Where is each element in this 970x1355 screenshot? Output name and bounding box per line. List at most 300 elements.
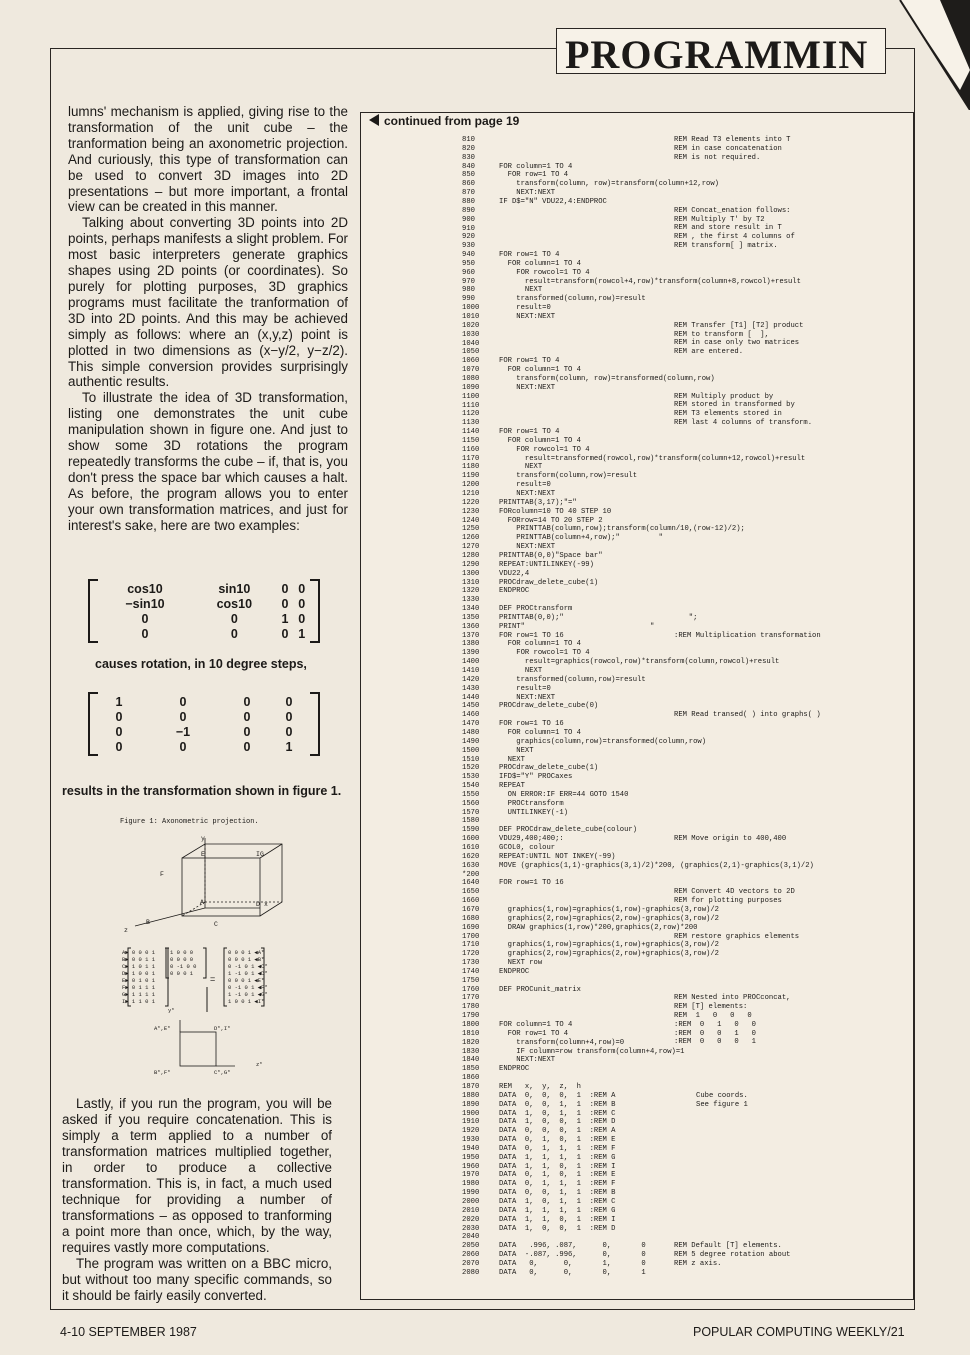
code-text: PRINT" " <box>499 622 655 631</box>
line-number: 1820 <box>462 1038 480 1047</box>
svg-text:B▶ 0 0 1 1: B▶ 0 0 1 1 <box>122 956 156 963</box>
line-number: 960 <box>462 268 475 277</box>
line-number: 990 <box>462 295 475 304</box>
code-text: PROCdraw_delete_cube(1) <box>499 764 599 773</box>
article-paragraph: Talking about converting 3D points into 2D points, perhaps manifests a slight problem. For most basic interpreters generate graphics shapes using 2D points (or coordinates). So purely for plotting purposes, 3D graphics programs must facilitate the tranformation of 3D into 2D points. And this may be achieved simply as follows: where an (x,y,z) point is plotted in two dimensions as (x−y/2, y−z/2). This simple conversion provides surprisingly authentic results. <box>68 215 348 390</box>
line-number: 1410 <box>462 667 480 675</box>
line-number: 1560 <box>462 799 480 808</box>
article-text-bottom <box>62 1096 332 1304</box>
code-text: FOR column=1 TO 4 <box>499 162 573 171</box>
code-remark: REM Move origin to 400,400 <box>674 835 787 844</box>
line-number: 820 <box>462 144 475 153</box>
line-number: 1440 <box>462 693 480 702</box>
code-line <box>462 180 719 189</box>
matrix-cell: 0 <box>179 709 187 724</box>
code-text: result=0 <box>499 304 551 313</box>
code-line <box>462 375 715 384</box>
x-axis-label: x <box>264 901 268 908</box>
svg-text:1 0 0 0: 1 0 0 0 <box>170 949 194 956</box>
code-line <box>462 1056 555 1065</box>
code-text: FOR column=1 TO 4 <box>499 640 581 649</box>
code-text: DATA 0, 0, 0, 1 <box>499 1268 646 1277</box>
line-number: 1360 <box>462 622 480 631</box>
matrix-cell: 1 <box>115 694 123 709</box>
rotation-caption: causes rotation, in 10 degree steps, <box>95 657 307 671</box>
code-text: result=graphics(rowcol,row)*transform(column,rowcol)+result <box>499 658 780 667</box>
matrix-cell: 0 <box>285 724 293 739</box>
footer-publication: POPULAR COMPUTING WEEKLY/21 <box>693 1325 905 1339</box>
code-line <box>462 1154 615 1163</box>
code-text: FORrow=14 TO 20 STEP 2 <box>499 516 603 525</box>
matrix-cell: 0 <box>115 739 123 754</box>
line-number: 1830 <box>462 1047 480 1056</box>
line-number: 1660 <box>462 897 480 906</box>
line-number: 1720 <box>462 950 480 959</box>
continued-label: continued from page 19 <box>369 114 519 128</box>
code-text: ENDPROC <box>499 1065 530 1074</box>
line-number: 1790 <box>462 1012 480 1021</box>
line-number: 1810 <box>462 1029 480 1038</box>
line-number: 1190 <box>462 472 480 481</box>
line-number: 1140 <box>462 428 480 437</box>
code-text: VDU22,4 <box>499 569 530 578</box>
line-number: 1490 <box>462 737 480 746</box>
code-text: FOR column=1 TO 4 <box>499 1021 573 1029</box>
line-number: 1890 <box>462 1100 480 1109</box>
projection-label: z* <box>256 1061 263 1068</box>
code-text: PRINTTAB(0,0);" "; <box>499 613 698 622</box>
code-remark: REM Default [T] elements. REM 5 degree rotation about REM z axis. <box>674 1242 791 1268</box>
code-text: DEF PROCtransform <box>499 605 573 614</box>
code-line <box>462 295 646 304</box>
code-line <box>462 924 697 933</box>
line-number: 1100 <box>462 392 480 401</box>
code-line <box>462 1251 646 1260</box>
code-line <box>462 437 581 446</box>
line-number: 1340 <box>462 605 480 614</box>
matrix-cell: 0 <box>281 581 289 596</box>
line-number: 1280 <box>462 551 480 560</box>
code-line <box>462 941 719 950</box>
code-text: REPEAT:UNTILINKEY(-99) <box>499 560 594 569</box>
code-text: PROCdraw_delete_cube(1) <box>499 578 599 587</box>
line-number: 1420 <box>462 675 480 684</box>
svg-text:G▶ 1 1 1 1: G▶ 1 1 1 1 <box>122 991 156 998</box>
line-number: *200 <box>462 870 480 879</box>
figure-reference-caption: results in the transformation shown in figure 1. <box>62 784 342 798</box>
line-number: 1580 <box>462 817 480 826</box>
matrix-cell: 0 <box>243 709 251 724</box>
line-number: 970 <box>462 277 475 286</box>
code-text: DATA -.087, .996, 0, 0 <box>499 1251 646 1260</box>
code-line <box>462 862 814 871</box>
line-number: 1400 <box>462 658 480 667</box>
code-line <box>462 384 555 393</box>
code-remark: REM Concat_enation follows: REM Multiply T' by T2 REM and store result in T REM , the first 4 columns of REM transform[ ] matrix. <box>674 206 795 250</box>
code-line <box>462 198 607 207</box>
code-text: DATA 0, 0, 1, 0 <box>499 1259 646 1268</box>
code-remark: REM Multiply product by REM stored in transformed by REM T3 elements stored in REM last 4 columns of transform. <box>674 392 813 428</box>
code-text: NEXT <box>499 286 543 295</box>
code-text: DATA 0, 0, 1, 1 :REM B <box>499 1189 616 1198</box>
code-line <box>462 853 615 862</box>
code-line <box>462 1189 615 1198</box>
line-number: 1110 <box>462 401 480 410</box>
code-line <box>462 809 568 818</box>
code-line <box>462 658 779 667</box>
vertex-label: A <box>200 899 204 906</box>
code-text: FOR row=1 TO 4 <box>499 251 560 260</box>
article-text-column <box>68 104 348 533</box>
svg-text:I▶ 1 1 0 1: I▶ 1 1 0 1 <box>122 998 156 1005</box>
code-remark: REM restore graphics elements <box>674 932 800 941</box>
code-text: FOR row=1 TO 16 <box>499 720 564 729</box>
line-number: 1680 <box>462 914 480 923</box>
matrix-cell: 0 <box>298 581 306 596</box>
code-line <box>462 1030 568 1039</box>
code-line <box>462 1012 499 1021</box>
code-text: MOVE (graphics(1,1)-graphics(3,1)/2)*200, (graphics(2,1)-graphics(3,1)/2) <box>499 861 814 870</box>
line-number: 2020 <box>462 1215 480 1224</box>
line-number: 2010 <box>462 1206 480 1215</box>
line-number: 1540 <box>462 782 480 791</box>
line-number: 1250 <box>462 525 480 534</box>
line-number: 1920 <box>462 1127 480 1136</box>
code-line <box>462 1039 624 1048</box>
code-text: REM x, y, z, h <box>499 1082 581 1091</box>
code-line <box>462 587 529 596</box>
svg-text:1 -1 0 1 ◀D*: 1 -1 0 1 ◀D* <box>228 970 268 977</box>
matrix-cell: 0 <box>115 724 123 739</box>
line-number: 1460 <box>462 711 480 720</box>
code-line <box>462 879 564 888</box>
line-number: 1850 <box>462 1065 480 1074</box>
code-text: UNTILINKEY(-1) <box>499 808 569 817</box>
line-number: 2060 <box>462 1251 480 1260</box>
code-line <box>462 1242 646 1251</box>
code-line <box>462 667 542 676</box>
line-number: 1870 <box>462 1082 480 1091</box>
code-text: IF D$="N" VDU22,4:ENDPROC <box>499 197 607 206</box>
code-text: FORcolumn=10 TO 40 STEP 10 <box>499 507 612 516</box>
vertex-label: G <box>260 851 264 858</box>
svg-text:C▶ 1 0 1 1: C▶ 1 0 1 1 <box>122 963 156 970</box>
svg-text:E▶ 0 1 0 1: E▶ 0 1 0 1 <box>122 977 156 984</box>
code-text: FOR row=1 TO 4 <box>499 357 560 366</box>
code-line <box>462 676 646 685</box>
line-number: 1670 <box>462 905 480 914</box>
code-line <box>462 1118 615 1127</box>
code-text: PRINTTAB(0,0)"Space bar" <box>499 551 603 560</box>
code-line <box>462 968 529 977</box>
code-line <box>462 233 499 242</box>
code-line <box>462 455 805 464</box>
code-text: transformed(column,row)=result <box>499 295 646 304</box>
code-line <box>462 933 499 942</box>
line-number: 1650 <box>462 888 480 897</box>
line-number: 840 <box>462 162 475 171</box>
line-number: 2040 <box>462 1233 480 1242</box>
line-number: 1630 <box>462 861 480 870</box>
line-number: 1020 <box>462 321 480 330</box>
line-number: 1570 <box>462 808 480 817</box>
line-number: 2070 <box>462 1259 480 1268</box>
matrix-cell: 0 <box>281 596 289 611</box>
code-text: VDU29,400;400;: <box>499 835 564 844</box>
code-line <box>462 207 499 216</box>
matrix-cell: 0 <box>141 611 149 626</box>
vertex-label: D <box>256 901 260 908</box>
line-number: 1510 <box>462 755 480 764</box>
z-axis-label: z <box>124 927 128 934</box>
axonometric-figure <box>110 812 330 1082</box>
code-line <box>462 154 499 163</box>
y-axis-label: y <box>201 835 205 842</box>
code-remark: REM Read transed( ) into graphs( ) <box>674 711 821 720</box>
line-number: 1380 <box>462 640 480 649</box>
code-text: ENDPROC <box>499 587 530 596</box>
line-number: 1070 <box>462 366 480 375</box>
line-number: 1120 <box>462 410 480 419</box>
code-line <box>462 490 555 499</box>
code-remark: REM Transfer [T1] [T2] product REM to transform [ ], REM in case only two matrices REM are entered. <box>674 321 804 357</box>
matrix-cell: cos10 <box>127 581 163 596</box>
code-text: NEXT:NEXT <box>499 1056 556 1065</box>
line-number: 1450 <box>462 702 480 711</box>
code-line <box>462 959 542 968</box>
code-line <box>462 552 603 561</box>
code-text: DATA 0, 0, 1, 1 :REM B <box>499 1100 616 1109</box>
code-text: NEXT:NEXT <box>499 383 556 392</box>
matrix-cell: 0 <box>243 724 251 739</box>
code-line <box>462 419 499 428</box>
code-line <box>462 1180 615 1189</box>
line-number: 830 <box>462 153 475 162</box>
code-text: PRINTTAB(3,17);"=" <box>499 498 577 507</box>
line-number: 1330 <box>462 596 480 605</box>
code-line <box>462 508 611 517</box>
matrix-cell: 1 <box>285 739 293 754</box>
line-number: 1480 <box>462 728 480 737</box>
figure-title: Figure 1: Axonometric projection. <box>120 818 259 826</box>
code-line <box>462 543 555 552</box>
code-line <box>462 817 499 826</box>
code-line <box>462 481 551 490</box>
line-number: 810 <box>462 136 475 144</box>
line-number: 1730 <box>462 959 480 968</box>
code-line <box>462 313 555 322</box>
code-text: DATA 0, 1, 0, 1 :REM E <box>499 1171 616 1180</box>
line-number: 1030 <box>462 330 480 339</box>
line-number: 1270 <box>462 543 480 552</box>
code-line <box>462 994 499 1003</box>
code-line <box>462 1269 646 1278</box>
code-remark: REM Nested into PROCconcat, REM [T] elements: REM 1 0 0 0 :REM 0 1 0 0 :REM 0 0 1 0 :REM 0 0 0 1 <box>674 994 791 1047</box>
code-line <box>462 888 499 897</box>
code-line <box>462 525 745 534</box>
code-line <box>462 632 564 641</box>
matrix-cell: cos10 <box>216 596 253 611</box>
line-number: 980 <box>462 286 475 295</box>
matrix-cell: 0 <box>298 596 306 611</box>
code-line <box>462 322 499 331</box>
line-number: 1170 <box>462 454 480 463</box>
matrix-cell: 0 <box>285 709 293 724</box>
line-number: 1090 <box>462 383 480 392</box>
line-number: 1760 <box>462 985 480 994</box>
code-line <box>462 225 499 234</box>
code-text: DATA 1, 1, 0, 1 :REM I <box>499 1215 616 1224</box>
code-text: PRINTTAB(column,row);transform(column/10,(row-12)/2); <box>499 525 745 534</box>
code-text: FOR column=1 TO 4 <box>499 259 581 268</box>
code-text: PROCdraw_delete_cube(0) <box>499 702 599 711</box>
code-line <box>462 623 654 632</box>
line-number: 1500 <box>462 746 480 755</box>
svg-text:0 0 0 0: 0 0 0 0 <box>170 956 194 963</box>
code-remark: :REM Multiplication transformation <box>674 631 821 640</box>
vertex-label: B <box>146 919 150 926</box>
code-line <box>462 1136 615 1145</box>
vertex-label: E <box>201 851 205 858</box>
code-text: FOR row=1 TO 4 <box>499 428 560 437</box>
code-line <box>462 764 598 773</box>
line-number: 1700 <box>462 932 480 941</box>
code-text: DATA .996, .087, 0, 0 <box>499 1242 646 1251</box>
code-line <box>462 800 564 809</box>
code-line <box>462 977 499 986</box>
line-number: 1010 <box>462 313 480 321</box>
line-number: 1180 <box>462 463 480 472</box>
projection-matrix <box>88 692 320 756</box>
code-line <box>462 136 499 145</box>
line-number: 1290 <box>462 560 480 569</box>
code-text: NEXT <box>499 746 534 755</box>
line-number: 1590 <box>462 826 480 835</box>
line-number: 860 <box>462 180 475 189</box>
line-number: 1220 <box>462 498 480 507</box>
code-text: transformed(column,row)=result <box>499 675 646 684</box>
footer-date: 4-10 SEPTEMBER 1987 <box>60 1325 197 1339</box>
code-line <box>462 1110 615 1119</box>
code-line <box>462 773 572 782</box>
svg-text:1 -1 0 1 ◀G*: 1 -1 0 1 ◀G* <box>228 991 268 998</box>
code-text: DRAW graphics(1,row)*200,graphics(2,row)*200 <box>499 923 698 932</box>
code-text: result=0 <box>499 684 551 693</box>
code-text: DEF PROCdraw_delete_cube(colour) <box>499 826 638 835</box>
code-text: FOR rowcol=1 TO 4 <box>499 445 590 454</box>
code-line <box>462 1048 684 1057</box>
line-number: 1150 <box>462 436 480 445</box>
line-number: 2050 <box>462 1242 480 1251</box>
line-number: 1550 <box>462 790 480 799</box>
article-paragraph: lumns' mechanism is applied, giving rise to the transformation of the unit cube – the tranformation being an axonometric projection. And curiously, this type of transformation can be used to convert 3D images into 2D presentations – but more important, a frontal view can be created in this manner. <box>68 104 348 215</box>
code-line <box>462 366 581 375</box>
matrix-cell: 0 <box>298 611 306 626</box>
code-line <box>462 1198 615 1207</box>
code-text: graphics(column,row)=transformed(column,row) <box>499 737 707 746</box>
line-number: 1060 <box>462 357 480 366</box>
code-text: result=transform(rowcol+4,row)*transform(column+8,rowcol)+result <box>499 277 801 286</box>
code-line <box>462 685 551 694</box>
code-text: FOR column=1 TO 4 <box>499 366 581 375</box>
code-text: FOR rowcol=1 TO 4 <box>499 268 590 277</box>
line-number: 1310 <box>462 578 480 587</box>
code-text: graphics(2,row)=graphics(2,row)+graphics(3,row)/2 <box>499 950 719 959</box>
matrix-cell: 1 <box>298 626 306 641</box>
code-line <box>462 242 499 251</box>
vertex-label: C <box>214 921 218 928</box>
code-line <box>462 1216 615 1225</box>
code-text: FOR column=1 TO 4 <box>499 436 581 445</box>
code-text: REPEAT <box>499 782 525 791</box>
line-number: 1910 <box>462 1118 480 1127</box>
code-text: transform(column+4,row)=0 <box>499 1038 625 1047</box>
line-number: 1860 <box>462 1074 480 1083</box>
projection-label: C*,G* <box>214 1069 231 1076</box>
svg-text:D▶ 1 0 0 1: D▶ 1 0 0 1 <box>122 970 156 977</box>
code-line <box>462 145 499 154</box>
code-line <box>462 517 603 526</box>
code-text: IFD$="Y" PROCaxes <box>499 773 573 782</box>
line-number: 1690 <box>462 923 480 932</box>
code-line <box>462 738 706 747</box>
line-number: 1430 <box>462 684 480 693</box>
matrix-cell: sin10 <box>218 581 251 596</box>
line-number: 1600 <box>462 835 480 844</box>
code-text: DEF PROCunit_matrix <box>499 985 581 994</box>
code-text: ON ERROR:IF ERR=44 GOTO 1540 <box>499 790 629 799</box>
svg-text:0 -1 0 1 ◀C*: 0 -1 0 1 ◀C* <box>228 963 268 970</box>
matrix-cell: 0 <box>179 739 187 754</box>
line-number: 900 <box>462 215 475 224</box>
code-text: NEXT:NEXT <box>499 543 556 552</box>
svg-text:0 0 0 1: 0 0 0 1 <box>170 970 194 977</box>
line-number: 1530 <box>462 773 480 782</box>
code-text: DATA 1, 1, 1, 1 :REM G <box>499 1153 616 1162</box>
code-line <box>462 915 719 924</box>
code-line <box>462 1092 615 1101</box>
vertex-label: F <box>160 871 164 878</box>
code-text: DATA 1, 1, 0, 1 :REM I <box>499 1162 616 1171</box>
code-line <box>462 906 719 915</box>
code-text: NEXT <box>499 755 525 764</box>
svg-text:0 0 0 1 ◀E*: 0 0 0 1 ◀E* <box>228 977 265 984</box>
line-number: 2000 <box>462 1198 480 1206</box>
code-text: transform(column, row)=transform(column+12,row) <box>499 180 719 189</box>
line-number: 1800 <box>462 1021 480 1029</box>
code-text: DATA 0, 1, 0, 1 :REM E <box>499 1136 616 1145</box>
projection-label: y* <box>168 1007 175 1014</box>
code-line <box>462 694 555 703</box>
code-line <box>462 331 499 340</box>
line-number: 1740 <box>462 967 480 976</box>
code-text: ENDPROC <box>499 967 530 976</box>
line-number: 950 <box>462 259 475 268</box>
code-line <box>462 1171 615 1180</box>
code-line <box>462 756 525 765</box>
code-line <box>462 782 525 791</box>
article-paragraph: Lastly, if you run the program, you will be asked if you require concatenation. This is simply a term applied to a number of transformation matrices multiplied together, in order to produce a collective transformation. This is, in fact, a much used technique for providing a number of transformations – as opposed to tranforming a point more than once, which, by the way, requires vastly more computations. <box>62 1096 332 1255</box>
code-line <box>462 428 559 437</box>
vertex-label: I <box>256 851 260 858</box>
line-number: 1940 <box>462 1144 480 1153</box>
code-line <box>462 579 598 588</box>
line-number: 1610 <box>462 844 480 852</box>
code-line <box>462 1065 529 1074</box>
code-line <box>462 1207 615 1216</box>
code-line <box>462 393 499 402</box>
line-number: 870 <box>462 189 475 198</box>
